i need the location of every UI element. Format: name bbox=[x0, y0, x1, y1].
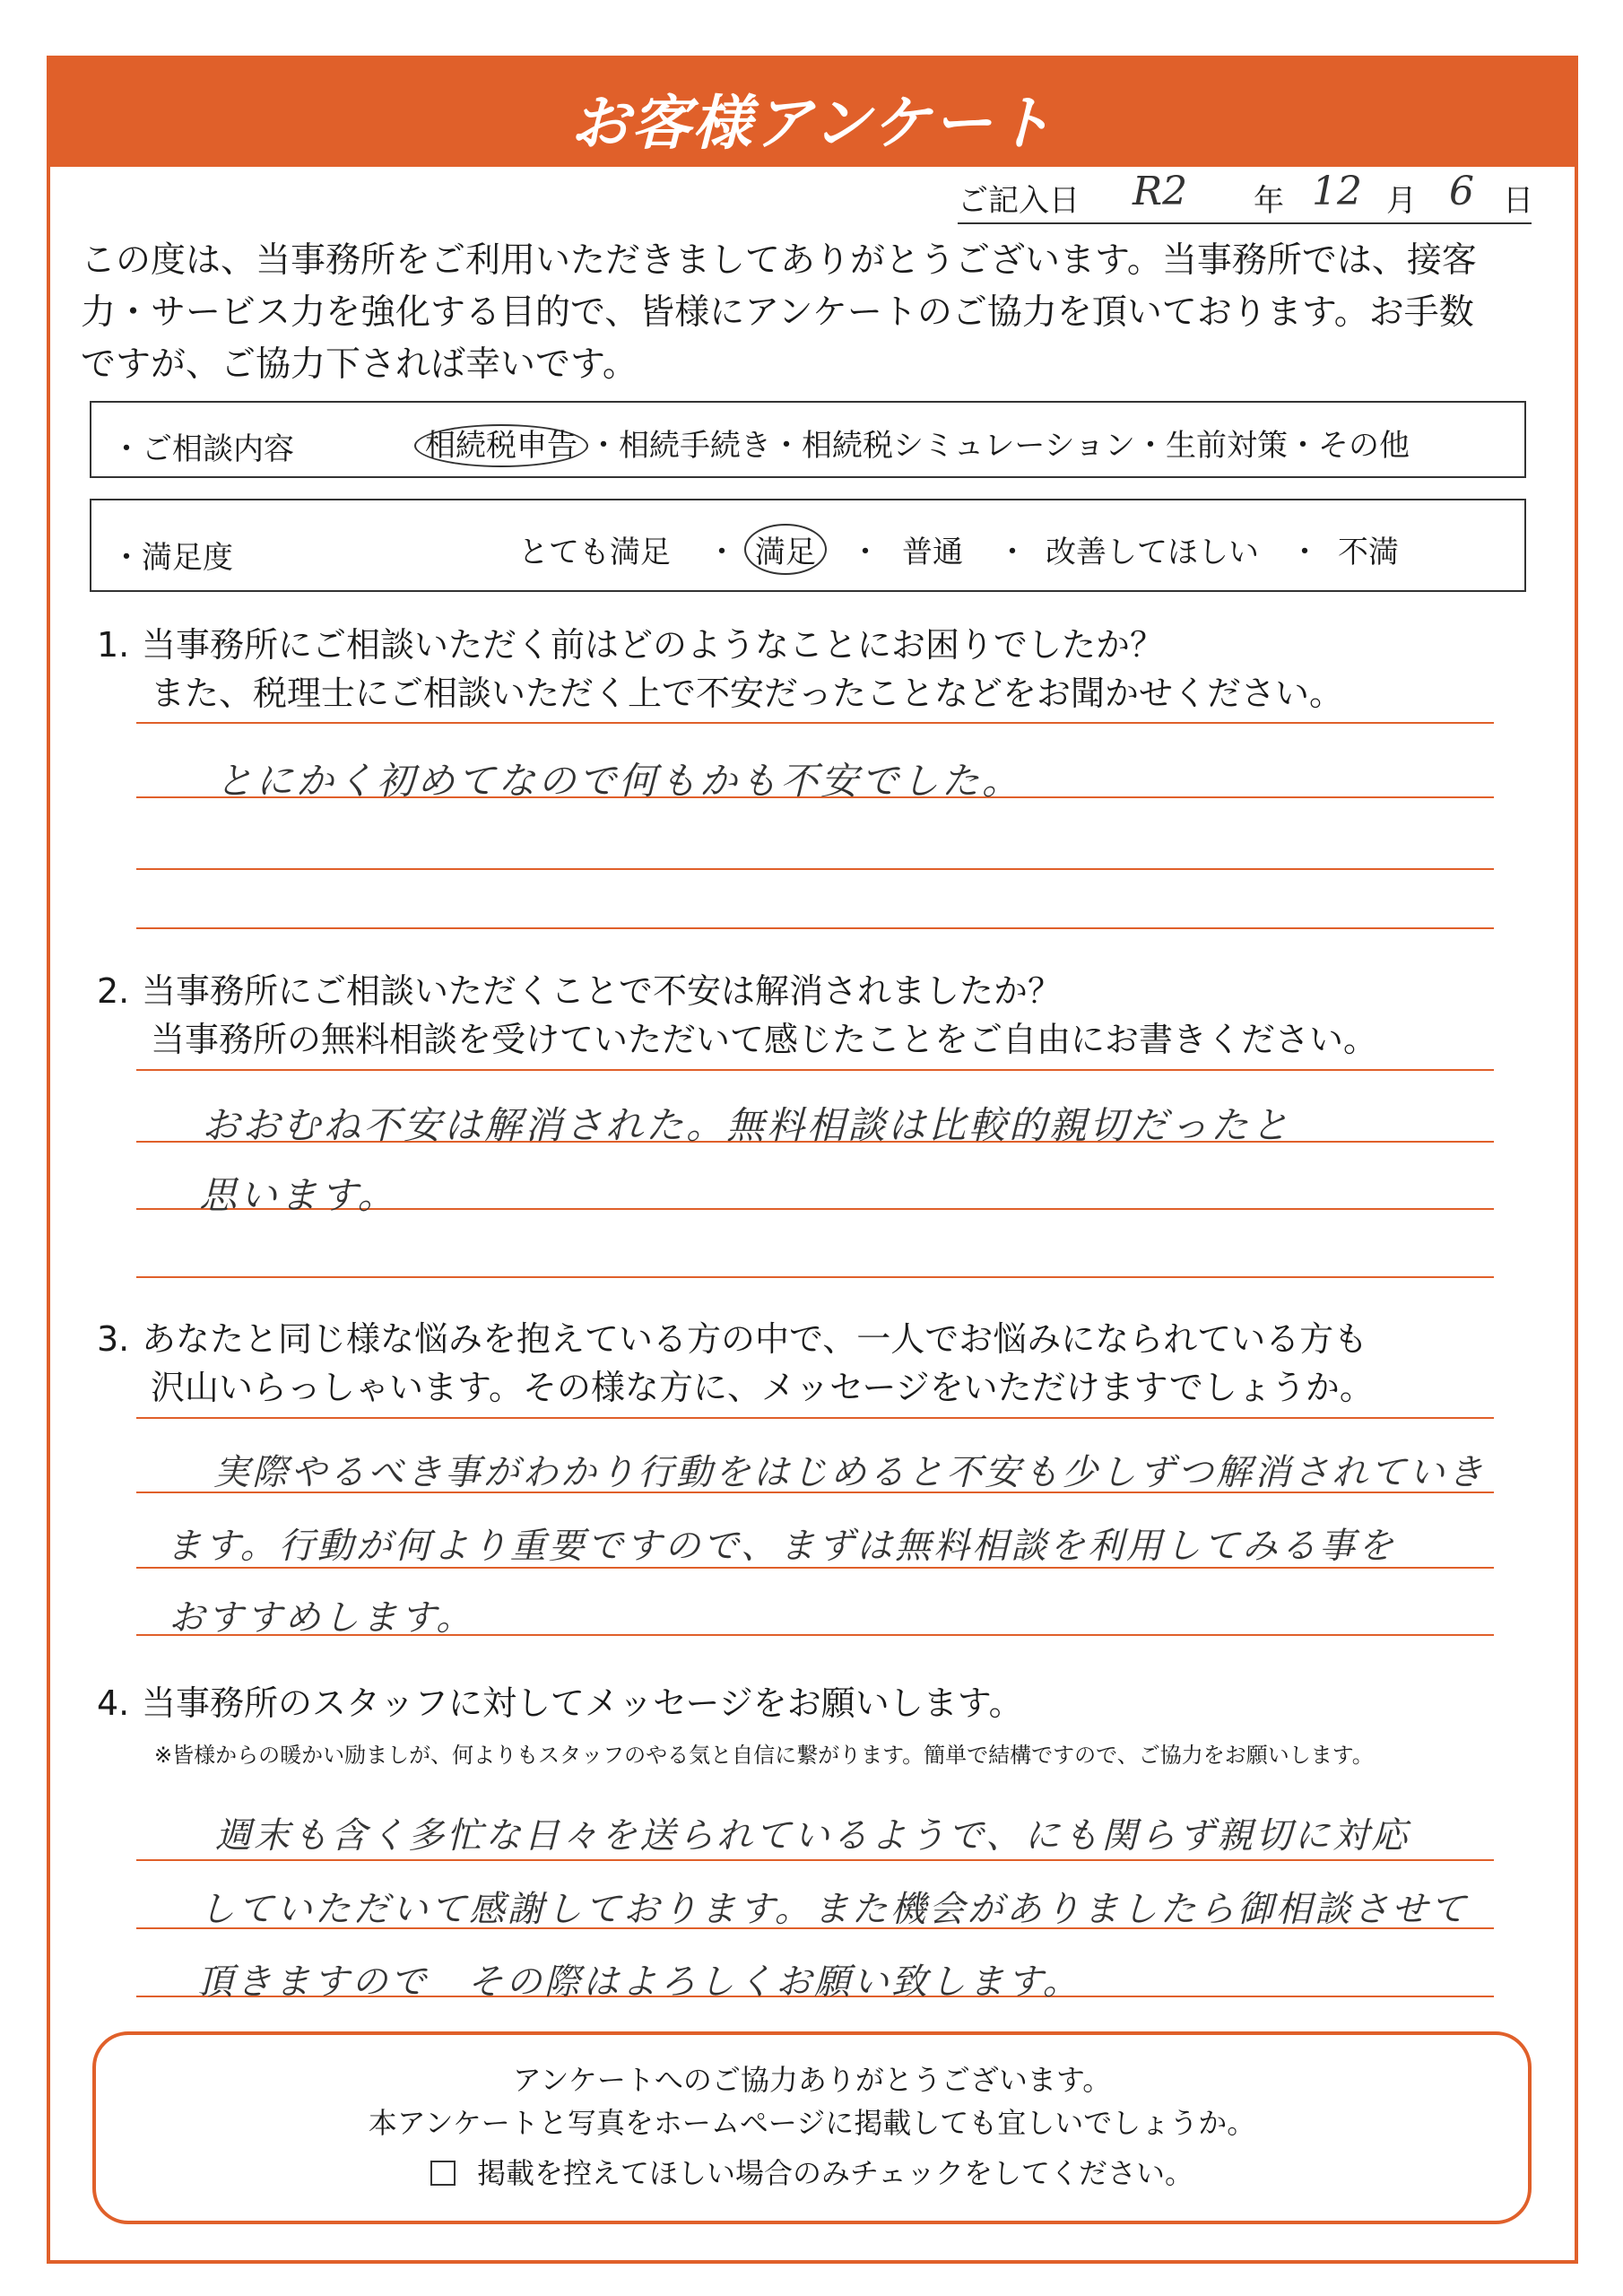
consultation-selected-option[interactable]: 相続税申告 bbox=[414, 424, 588, 467]
footer-box bbox=[92, 2031, 1532, 2224]
question-text: 沢山いらっしゃいます。その様な方に、メッセージをいただけますでしょうか。 bbox=[151, 1368, 1374, 1407]
question-4 bbox=[97, 1679, 1023, 1727]
page-title: お客様アンケート bbox=[569, 89, 1055, 158]
question-text: 当事務所にご相談いただくことで不安は解消されましたか？ bbox=[142, 971, 1063, 1011]
date-day-value: 6 bbox=[1449, 169, 1474, 214]
intro-line: この度は、当事務所をご利用いただきましてありがとうございます。当事務所では、接客 bbox=[81, 240, 1477, 281]
question-note: ※皆様からの暖かい励ましが、何よりもスタッフのやる気と自信に繋がります。簡単で結構ですので、ご協力をお願いします。 bbox=[154, 1743, 1374, 1768]
intro-line: 力・サービス力を強化する目的で、皆様にアンケートのご協力を頂いております。お手数 bbox=[81, 292, 1474, 333]
question-number: 4. bbox=[97, 1683, 130, 1723]
date-month-unit: 月 bbox=[1386, 183, 1417, 219]
question-2 bbox=[97, 967, 1377, 1064]
question-text: 当事務所にご相談いただく前はどのようなことにお困りでしたか？ bbox=[142, 625, 1165, 665]
answer-rule bbox=[136, 1069, 1494, 1071]
consultation-box bbox=[90, 401, 1526, 478]
answer-text: 実際やるべき事がわかり行動をはじめると不安も少しずつ解消されていき bbox=[213, 1452, 1486, 1493]
footer-question: 本アンケートと写真をホームページに掲載しても宜しいでしょうか。 bbox=[368, 2106, 1256, 2140]
separator: ・ bbox=[997, 535, 1028, 570]
date-year-unit: 年 bbox=[1254, 183, 1284, 219]
consultation-label: ・ご相談内容 bbox=[111, 431, 294, 467]
answer-rule bbox=[136, 1417, 1494, 1419]
answer-text: とにかく初めてなので何もかも不安でした。 bbox=[215, 759, 1023, 803]
satisfaction-option[interactable]: 普通 bbox=[902, 535, 963, 570]
answer-text: 思います。 bbox=[199, 1173, 398, 1217]
question-text: あなたと同じ様な悩みを抱えている方の中で、一人でお悩みになられている方も bbox=[142, 1319, 1368, 1359]
consultation-other-options: ・相続手続き・相続税シミュレーション・生前対策・その他 bbox=[588, 428, 1410, 464]
answer-text: おすすめします。 bbox=[169, 1597, 475, 1639]
separator: ・ bbox=[850, 535, 881, 570]
question-number: 1. bbox=[97, 625, 130, 665]
footer-thanks: アンケートへのご協力ありがとうございます。 bbox=[512, 2063, 1112, 2097]
satisfaction-box bbox=[90, 499, 1526, 592]
footer-checkbox-row bbox=[96, 2152, 1528, 2195]
answer-text: おおむね不安は解消された。無料相談は比較的親切だったと bbox=[202, 1103, 1292, 1147]
answer-rule bbox=[136, 1859, 1494, 1861]
date-day-unit: 日 bbox=[1503, 183, 1533, 219]
answer-text: 頂きますので その際はよろしくお願い致します。 bbox=[197, 1961, 1081, 2003]
separator: ・ bbox=[1289, 535, 1320, 570]
answer-rule bbox=[136, 927, 1494, 929]
answer-text: ます。行動が何より重要ですので、まずは無料相談を利用してみる事を bbox=[166, 1526, 1396, 1567]
date-label: ご記入日 bbox=[958, 183, 1080, 219]
consultation-options bbox=[425, 421, 1410, 465]
question-text: 当事務所の無料相談を受けていただいて感じたことをご自由にお書きください。 bbox=[151, 1020, 1378, 1059]
satisfaction-option[interactable]: 改善してほしい bbox=[1046, 535, 1259, 570]
answer-rule bbox=[136, 722, 1494, 724]
question-3 bbox=[97, 1315, 1374, 1412]
satisfaction-label: ・満足度 bbox=[111, 540, 233, 576]
answer-text: していただいて感謝しております。また機会がありましたら御相談させて bbox=[199, 1889, 1469, 1930]
publish-opt-out-checkbox[interactable] bbox=[430, 2161, 456, 2186]
answer-rule bbox=[136, 868, 1494, 870]
question-1 bbox=[97, 621, 1343, 718]
date-era-value: R2 bbox=[1133, 169, 1188, 214]
question-number: 3. bbox=[97, 1319, 130, 1359]
header-bar bbox=[47, 56, 1578, 167]
question-text: 当事務所のスタッフに対してメッセージをお願いします。 bbox=[142, 1683, 1023, 1723]
answer-rule bbox=[136, 1276, 1494, 1278]
intro-line: ですが、ご協力下されば幸いです。 bbox=[81, 344, 638, 385]
date-month-value: 12 bbox=[1312, 169, 1362, 214]
checkbox-label: 掲載を控えてほしい場合のみチェックをしてください。 bbox=[476, 2156, 1194, 2190]
date-field bbox=[958, 169, 1533, 224]
satisfaction-option[interactable]: とても満足 bbox=[518, 535, 671, 570]
question-number: 2. bbox=[97, 971, 130, 1011]
answer-text: 週末も含く多忙な日々を送られているようで、にも関らず親切に対応 bbox=[215, 1815, 1410, 1857]
intro-text bbox=[81, 235, 1533, 391]
question-text: また、税理士にご相談いただく上で不安だったことなどをお聞かせください。 bbox=[151, 674, 1344, 713]
satisfaction-selected-option[interactable]: 満足 bbox=[744, 524, 827, 575]
separator: ・ bbox=[707, 535, 737, 570]
satisfaction-option[interactable]: 不満 bbox=[1338, 535, 1399, 570]
